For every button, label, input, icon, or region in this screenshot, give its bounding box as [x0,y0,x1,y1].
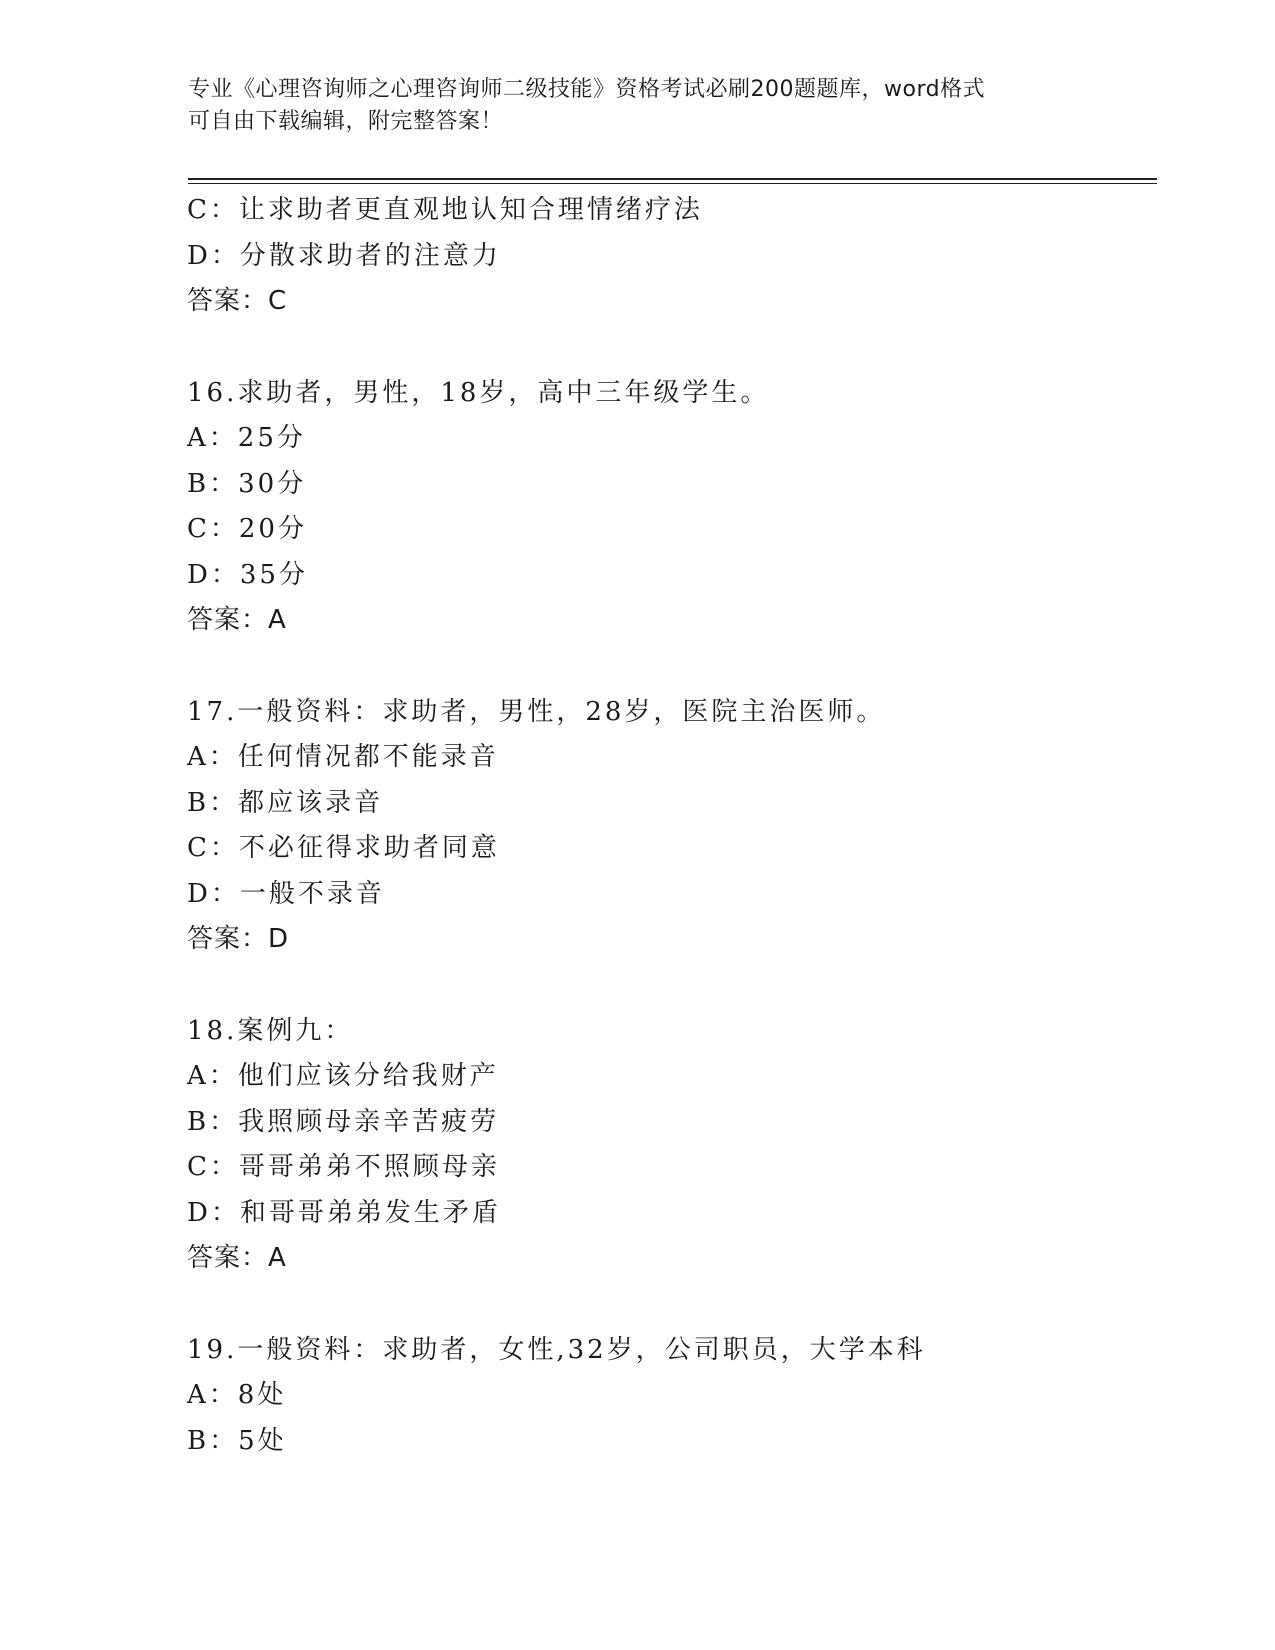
answer: 答案：A [187,605,287,635]
option-b: B：30分 [187,468,307,499]
document-header [188,74,1088,138]
answer: 答案：C [187,286,288,316]
header-divider-thick [188,178,1157,180]
option-c: C：哥哥弟弟不照顾母亲 [187,1152,500,1182]
option-b: B：我照顾母亲辛苦疲劳 [187,1106,500,1137]
option-a: A：他们应该分给我财产 [187,1061,499,1091]
option-d: D：分散求助者的注意力 [187,240,501,271]
header-line-2: 可自由下载编辑，附完整答案！ [188,109,504,134]
option-d: D：一般不录音 [187,878,385,909]
spacer [187,1282,1167,1328]
question-17: 17.一般资料：求助者，男性，28岁，医院主治医师。 [187,696,886,727]
option-a: A：任何情况都不能录音 [187,742,499,772]
question-19: 19.一般资料：求助者，女性,32岁，公司职员，大学本科 [187,1334,926,1365]
question-18: 18.案例九： [187,1015,354,1046]
question-16: 16.求助者，男性，18岁，高中三年级学生。 [187,377,770,408]
spacer [187,325,1167,371]
option-a: A：8处 [187,1380,287,1410]
option-b: B：5处 [187,1425,287,1456]
spacer [187,963,1167,1009]
option-c: C：不必征得求助者同意 [187,833,500,863]
option-a: A：25分 [187,423,306,453]
option-d: D：和哥哥弟弟发生矛盾 [187,1197,501,1228]
header-divider-thin [188,183,1157,184]
answer: 答案：D [187,924,290,954]
option-c: C：让求助者更直观地认知合理情绪疗法 [187,195,703,225]
question-content [187,188,1167,1464]
answer: 答案：A [187,1243,287,1273]
header-line-1: 专业《心理咨询师之心理咨询师二级技能》资格考试必刷200题题库，word格式 [188,77,986,102]
option-b: B：都应该录音 [187,787,384,818]
option-d: D：35分 [187,559,308,590]
spacer [187,644,1167,690]
option-c: C：20分 [187,514,307,544]
